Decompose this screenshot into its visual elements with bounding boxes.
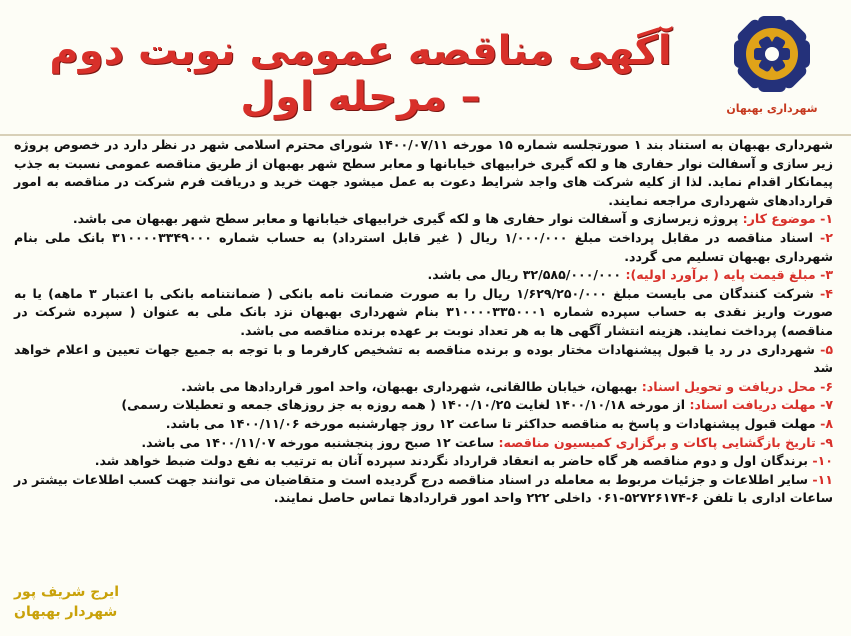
notice-item: [14, 415, 833, 434]
signature-block: [14, 582, 119, 622]
notice-item: [14, 396, 833, 415]
notice-item: [14, 210, 833, 229]
signer-title: شهردار بهبهان: [14, 604, 118, 620]
item-number: ۳-: [815, 267, 833, 283]
item-number: ۵-: [814, 341, 833, 357]
logo-caption: شهرداری بهبهان: [726, 102, 818, 115]
item-number: ۷-: [815, 397, 833, 413]
intro-paragraph: شهرداری بهبهان به استناد بند ۱ صورتجلسه شماره ۱۵ مورخه ۱۴۰۰/۰۷/۱۱ شورای محترم اسلامی شهر در نظر دارد در خصوص پروژه زیر سازی و آسفالت نوار حفاری ها و لکه گیری خرابیهای خیابانها و معابر سطح شهر بهبهان از طریق مناقصه عمومی نسبت به جذب پیمانکار اقدام نماید. لذا از کلیه شرکت های واجد شرایط دعوت به عمل میشود جهت خرید و دریافت فرم شرکت در مناقصه به امور قراردادهای شهرداری مراجعه نمایند.: [14, 137, 834, 208]
notice-item: [14, 266, 833, 285]
notice-items: [14, 210, 833, 508]
item-text: از مورخه ۱۴۰۰/۱۰/۱۸ لغایت ۱۴۰۰/۱۰/۲۵ ( همه روزه به جز روزهای جمعه و تعطیلات رسمی): [121, 397, 686, 413]
municipality-emblem-icon: [720, 6, 824, 104]
item-text: اسناد مناقصه در مقابل پرداخت مبلغ ۱/۰۰۰/۰۰۰ ریال ( غیر قابل استرداد) به حساب شماره ۳۱۰۰۰۰۳۳۴۹۰۰۰ بانک ملی بنام شهرداری بهبهان تسلیم می گردد.: [14, 229, 833, 264]
item-label: محل دریافت و تحویل اسناد:: [637, 378, 816, 394]
item-number: ۹-: [815, 434, 833, 450]
item-text: شرکت کنندگان می بایست مبلغ ۱/۶۲۹/۲۵۰/۰۰۰ ریال را به صورت ضمانت نامه بانکی ( ضمانتنامه بانکی با اعتبار ۳ ماهه) یا به صورت واریز نقدی به حساب سپرده شماره ۳۱۰۰۰۰۳۳۵۰۰۰۱ بنام شهرداری بهبهان نزد بانک ملی به عنوان ( سپرده شرکت در مناقصه) پرداخت نمایند. هزینه انتشار آگهی ها به هر تعداد نوبت بر عهده برنده مناقصه می باشد.: [14, 285, 834, 338]
item-label: مهلت دریافت اسناد:: [685, 397, 816, 413]
notice-item: [14, 471, 833, 508]
item-number: ۴-: [813, 285, 833, 301]
item-text: برندگان اول و دوم مناقصه هر گاه حاضر به انعقاد قرارداد نگردند سپرده آنان به ترتیب به نفع دولت ضبط خواهد شد.: [94, 453, 808, 469]
notice-item: [14, 452, 833, 471]
item-number: ۱-: [815, 211, 833, 227]
notice-item: [14, 285, 833, 341]
item-label: مبلغ قیمت پایه ( برآورد اولیه):: [621, 267, 816, 283]
notice-item: [14, 378, 833, 397]
item-text: بهبهان، خیابان طالقانی، شهرداری بهبهان، واحد امور قراردادها می باشد.: [181, 378, 638, 394]
item-label: تاریخ بازگشایی پاکات و برگزاری کمیسیون مناقصه:: [494, 434, 816, 450]
item-label: موضوع کار:: [738, 211, 816, 227]
notice-item: [14, 229, 833, 266]
item-text: ۳۲/۵۸۵/۰۰۰/۰۰۰ ریال می باشد.: [427, 267, 622, 283]
item-text: ساعت ۱۲ صبح روز پنجشنبه مورخه ۱۴۰۰/۱۱/۰۷ می باشد.: [141, 434, 495, 450]
item-text: مهلت قبول پیشنهادات و پاسخ به مناقصه حداکثر تا ساعت ۱۲ روز چهارشنبه مورخه ۱۴۰۰/۱۱/۰۶ می باشد.: [165, 415, 816, 431]
item-number: ۶-: [815, 378, 833, 394]
notice-item: [14, 434, 833, 453]
notice-item: [14, 341, 833, 378]
signer-name: ایرج شریف پور: [14, 584, 120, 600]
municipality-logo: [707, 6, 837, 128]
item-text: شهرداری در رد یا قبول پیشنهادات مختار بوده و برنده مناقصه به تشخیص کارفرما و با توجه به جمیع جهات تعیین و اعلام خواهد شد: [14, 341, 833, 376]
item-text: سایر اطلاعات و جزئیات مربوط به معامله در اسناد مناقصه درج گردیده است و متقاضیان می توانند جهت کسب اطلاعات بیشتر در ساعات اداری با تلفن ۶-۵۲۷۲۶۱۷۴-۰۶۱ داخلی ۲۲۲ واحد امور قراردادها تماس حاصل نمایند.: [14, 471, 833, 506]
item-number: ۱۰-: [808, 453, 833, 469]
notice-title: آگهی مناقصه عمومی نوبت دوم – مرحله اول: [49, 28, 672, 120]
item-number: ۱۱-: [807, 471, 833, 487]
notice-body: [14, 136, 833, 508]
item-text: پروژه زیرسازی و آسفالت نوار حفاری ها و لکه گیری خرابیهای خیابانها و معابر سطح شهر بهبهان می باشد.: [72, 211, 739, 227]
notice-header: [0, 0, 851, 136]
item-number: ۲-: [812, 229, 833, 245]
item-number: ۸-: [815, 415, 833, 431]
